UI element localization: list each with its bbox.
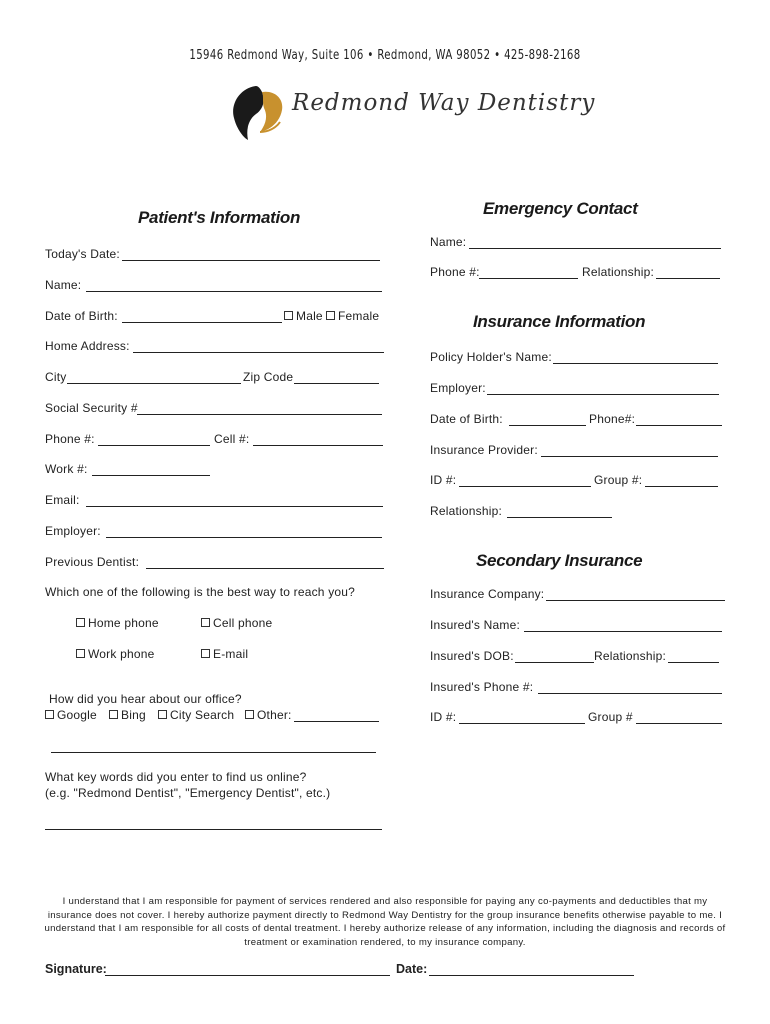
emergency-phone-field[interactable] [479, 278, 578, 279]
insurance-phone-label: Phone#: [589, 412, 636, 426]
male-label: Male [296, 309, 323, 323]
signature-field[interactable] [105, 975, 390, 976]
secondary-company-label: Insurance Company: [430, 587, 545, 601]
secondary-insured-phone-field[interactable] [538, 693, 722, 694]
city-search-checkbox[interactable] [158, 710, 167, 719]
patient-name-label: Name: [45, 278, 82, 292]
signature-label-text: Signature [45, 962, 103, 976]
work-phone-label: Work phone [88, 647, 155, 661]
patient-name-field[interactable] [86, 291, 382, 292]
work-label: Work #: [45, 462, 88, 476]
cell-phone-checkbox[interactable] [201, 618, 210, 627]
secondary-insured-name-label: Insured's Name: [430, 618, 520, 632]
hear-details-field[interactable] [51, 752, 376, 753]
female-checkbox[interactable] [326, 311, 335, 320]
insurance-dob-label: Date of Birth: [430, 412, 503, 426]
secondary-relationship-label: Relationship: [594, 649, 666, 663]
home-phone-checkbox[interactable] [76, 618, 85, 627]
date-field[interactable] [429, 975, 634, 976]
reach-work-phone-option[interactable] [76, 647, 154, 661]
google-checkbox[interactable] [45, 710, 54, 719]
date-label: Date: [396, 962, 428, 976]
hear-city-search-option[interactable] [158, 708, 234, 722]
hear-other-option[interactable] [245, 708, 292, 722]
bing-label: Bing [121, 708, 146, 722]
female-option[interactable] [326, 309, 379, 323]
signature-label: Signature: [45, 962, 107, 976]
keywords-example: (e.g. "Redmond Dentist", "Emergency Dentist", etc.) [45, 786, 331, 800]
keywords-question: What key words did you enter to find us online? [45, 770, 307, 784]
emergency-name-label: Name: [430, 235, 467, 249]
clinic-logo [226, 80, 596, 144]
insurance-provider-label: Insurance Provider: [430, 443, 538, 457]
emergency-phone-label: Phone #: [430, 265, 480, 279]
insurance-employer-field[interactable] [487, 394, 719, 395]
male-option[interactable] [284, 309, 323, 323]
secondary-id-field[interactable] [459, 723, 585, 724]
secondary-section-title: Secondary Insurance [476, 551, 643, 570]
ssn-field[interactable] [137, 414, 382, 415]
city-field[interactable] [67, 383, 241, 384]
keywords-field[interactable] [45, 829, 382, 830]
email-option-label: E-mail [213, 647, 249, 661]
insurance-group-field[interactable] [645, 486, 718, 487]
authorization-disclaimer: I understand that I am responsible for payment of services rendered and also responsible for paying any co-payments and deductibles that my insurance does not cover. I hereby authorize payment directly to Redmond Way Dentistry for the group insurance benefits otherwise payable to me. I understand that I am responsible for all costs of dental treatment. I hereby authorize release of any information, including the diagnosis and records of treatment or examination rendered, to my insurance company. [44, 896, 726, 948]
male-checkbox[interactable] [284, 311, 293, 320]
employer-label: Employer: [45, 524, 101, 538]
policy-holder-label: Policy Holder's Name: [430, 350, 552, 364]
previous-dentist-label: Previous Dentist: [45, 555, 140, 569]
secondary-insured-dob-label: Insured's DOB: [430, 649, 514, 663]
home-address-label: Home Address: [45, 339, 130, 353]
secondary-id-label: ID #: [430, 710, 457, 724]
reach-cell-phone-option[interactable] [201, 616, 272, 630]
employer-field[interactable] [106, 537, 382, 538]
policy-holder-field[interactable] [553, 363, 718, 364]
google-label: Google [57, 708, 97, 722]
cell-phone-label: Cell phone [213, 616, 273, 630]
office-address: 15946 Redmond Way, Suite 106 • Redmond, WA 98052 • 425-898-2168 [189, 48, 581, 63]
secondary-insured-dob-field[interactable] [515, 662, 594, 663]
hear-google-option[interactable] [45, 708, 97, 722]
secondary-group-field[interactable] [636, 723, 722, 724]
previous-dentist-field[interactable] [146, 568, 384, 569]
logo-text: Redmond Way Dentistry [292, 90, 596, 116]
secondary-group-label: Group # [588, 710, 633, 724]
cell-field[interactable] [253, 445, 383, 446]
phone-field[interactable] [98, 445, 210, 446]
reach-question: Which one of the following is the best way to reach you? [45, 585, 356, 599]
insurance-id-field[interactable] [459, 486, 591, 487]
reach-home-phone-option[interactable] [76, 616, 159, 630]
secondary-relationship-field[interactable] [668, 662, 719, 663]
other-field[interactable] [294, 721, 379, 722]
email-field[interactable] [86, 506, 383, 507]
other-checkbox[interactable] [245, 710, 254, 719]
dob-field[interactable] [122, 322, 282, 323]
hear-bing-option[interactable] [109, 708, 146, 722]
email-label: Email: [45, 493, 80, 507]
insurance-relationship-label: Relationship: [430, 504, 502, 518]
patient-section-title: Patient's Information [138, 208, 301, 227]
todays-date-label: Today's Date: [45, 247, 120, 261]
emergency-relationship-label: Relationship: [582, 265, 654, 279]
reach-email-option[interactable] [201, 647, 248, 661]
city-label: City [45, 370, 67, 384]
cell-label: Cell #: [214, 432, 250, 446]
emergency-name-field[interactable] [469, 248, 721, 249]
hear-question: How did you hear about our office? [49, 692, 242, 706]
secondary-company-field[interactable] [546, 600, 725, 601]
secondary-insured-phone-label: Insured's Phone #: [430, 680, 534, 694]
home-address-field[interactable] [133, 352, 384, 353]
insurance-id-label: ID #: [430, 473, 457, 487]
dob-label: Date of Birth: [45, 309, 118, 323]
zip-label: Zip Code [243, 370, 294, 384]
ssn-label: Social Security # [45, 401, 138, 415]
phone-label: Phone #: [45, 432, 95, 446]
city-search-label: City Search [170, 708, 235, 722]
female-label: Female [338, 309, 380, 323]
work-field[interactable] [92, 475, 210, 476]
todays-date-field[interactable] [122, 260, 380, 261]
emergency-section-title: Emergency Contact [483, 199, 638, 218]
work-phone-checkbox[interactable] [76, 649, 85, 658]
insurance-section-title: Insurance Information [473, 312, 646, 331]
secondary-insured-name-field[interactable] [524, 631, 722, 632]
insurance-provider-field[interactable] [541, 456, 718, 457]
insurance-phone-field[interactable] [636, 425, 722, 426]
insurance-employer-label: Employer: [430, 381, 486, 395]
insurance-dob-field[interactable] [509, 425, 586, 426]
other-label: Other: [257, 708, 292, 722]
insurance-relationship-field[interactable] [507, 517, 612, 518]
home-phone-label: Home phone [88, 616, 159, 630]
emergency-relationship-field[interactable] [656, 278, 720, 279]
email-checkbox[interactable] [201, 649, 210, 658]
date-label-text: Date [396, 962, 424, 976]
insurance-group-label: Group #: [594, 473, 643, 487]
tooth-logo-icon [226, 80, 290, 144]
zip-field[interactable] [294, 383, 379, 384]
bing-checkbox[interactable] [109, 710, 118, 719]
